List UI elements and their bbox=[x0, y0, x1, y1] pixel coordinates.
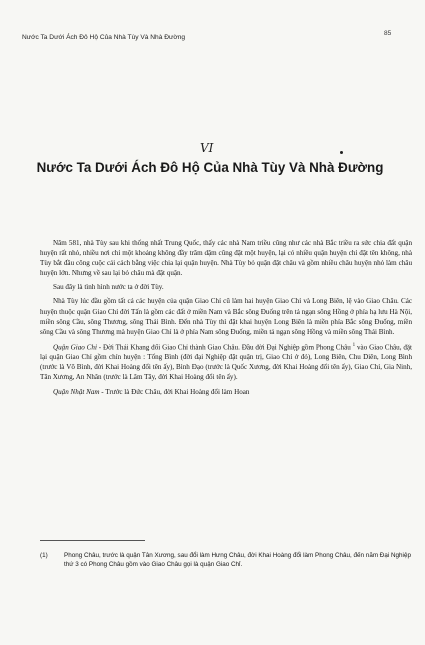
paragraph-text: vào Giao Châu, đặt lại quận Giao Chỉ gồm chín huyện : Tống Bình (đời đại Nghiệp đặt quận trị, Giao Chỉ ở đó), Long Biên, Chu Diên, Long Bình (trước là Võ Bình, đời Khai Hoàng đổi tên ấy), Bình Đạo (trước là Quốc Xương, đời Khai Hoàng đổi tên ấy), Giao Chỉ, Gia Ninh, Tân Xương, An Nhân (trước là Lâm Tây, đời Khai Hoàng đổi tên ấy). bbox=[40, 343, 413, 382]
footnote bbox=[40, 551, 412, 570]
section-label: Quận Nhật Nam bbox=[53, 387, 100, 396]
chapter-title: Nước Ta Dưới Ách Đô Hộ Của Nhà Tùy Và Nhà Đường bbox=[36, 160, 384, 175]
footnote-marker: (1) bbox=[40, 552, 48, 559]
paragraph-text: - Đời Thái Khang đổi Giao Chỉ thành Giao Châu. Đầu đời Đại Nghiệp gồm Phong Châu bbox=[96, 343, 353, 352]
footnote-ref: 1 bbox=[352, 342, 356, 348]
ornament-dot bbox=[340, 151, 343, 154]
footnote-rule bbox=[40, 540, 145, 541]
paragraph-text: - Trước là Đức Châu, đời Khai Hoàng đổi làm Hoan bbox=[99, 387, 250, 396]
section-label: Quận Giao Chỉ bbox=[53, 343, 97, 352]
paragraph: Sau đây là tình hình nước ta ở đời Tùy. bbox=[53, 283, 164, 292]
footnote-text: Phong Châu, trước là quận Tân Xương, sau đổi làm Hưng Châu, đời Khai Hoàng đổi làm Phong Châu, đến năm Đại Nghiệp thứ 3 có Phong Châu gồm vào Giao Châu gọi là quận Giao Chỉ. bbox=[64, 552, 411, 569]
body-text bbox=[40, 238, 412, 397]
paragraph-nhat-nam bbox=[40, 387, 412, 397]
page-number: 85 bbox=[384, 30, 392, 37]
running-head: Nước Ta Dưới Ách Đô Hộ Của Nhà Tùy Và Nhà Đường bbox=[22, 34, 186, 41]
paragraph-giao-chi bbox=[40, 341, 412, 383]
chapter-number: VI bbox=[200, 141, 214, 155]
paragraph: Nhà Tùy lúc đầu gồm tất cả các huyện của quận Giao Chỉ cũ làm hai huyện Giao Chỉ và Long Biên, lệ vào Giao Châu. Các huyện thuộc quận Giao Chỉ đời Tấn là gồm các đất ở miền Nam và Bắc sông Đuống trên tả ngạn sông Hồng ở phía hạ lưu Hà Nội, miền sông Cầu, sông Thương, sông Thái Bình. Đến nhà Tùy thì đặt khai huyện Long Biên là miền phía Bắc sông Đuống, miền sông Cầu và sông Thương mà huyện Giao Chỉ là ở phía Nam sông Đuống, miền tả ngạn sông Hồng và miền sông Thái Bình. bbox=[40, 297, 412, 336]
paragraph: Năm 581, nhà Tùy sau khi thống nhất Trung Quốc, thấy các nhà Nam triều cũng như các nhà Bắc triều ra sức chia đất quận huyện rất nhỏ, nhiều nơi chỉ một khoảng không đầy trăm dặm cũng đặt một huyện, lại có nhiều quận huyện chỉ đặt tên không, nhà Tùy bắt đầu công cuộc cải cách bằng việc chia lại quận huyện. Nhà Tùy bỏ quận đặt châu và gồm nhiều châu huyện nhỏ làm châu huyện lớn. Nhưng về sau lại bỏ châu mà đặt quận. bbox=[40, 239, 412, 278]
